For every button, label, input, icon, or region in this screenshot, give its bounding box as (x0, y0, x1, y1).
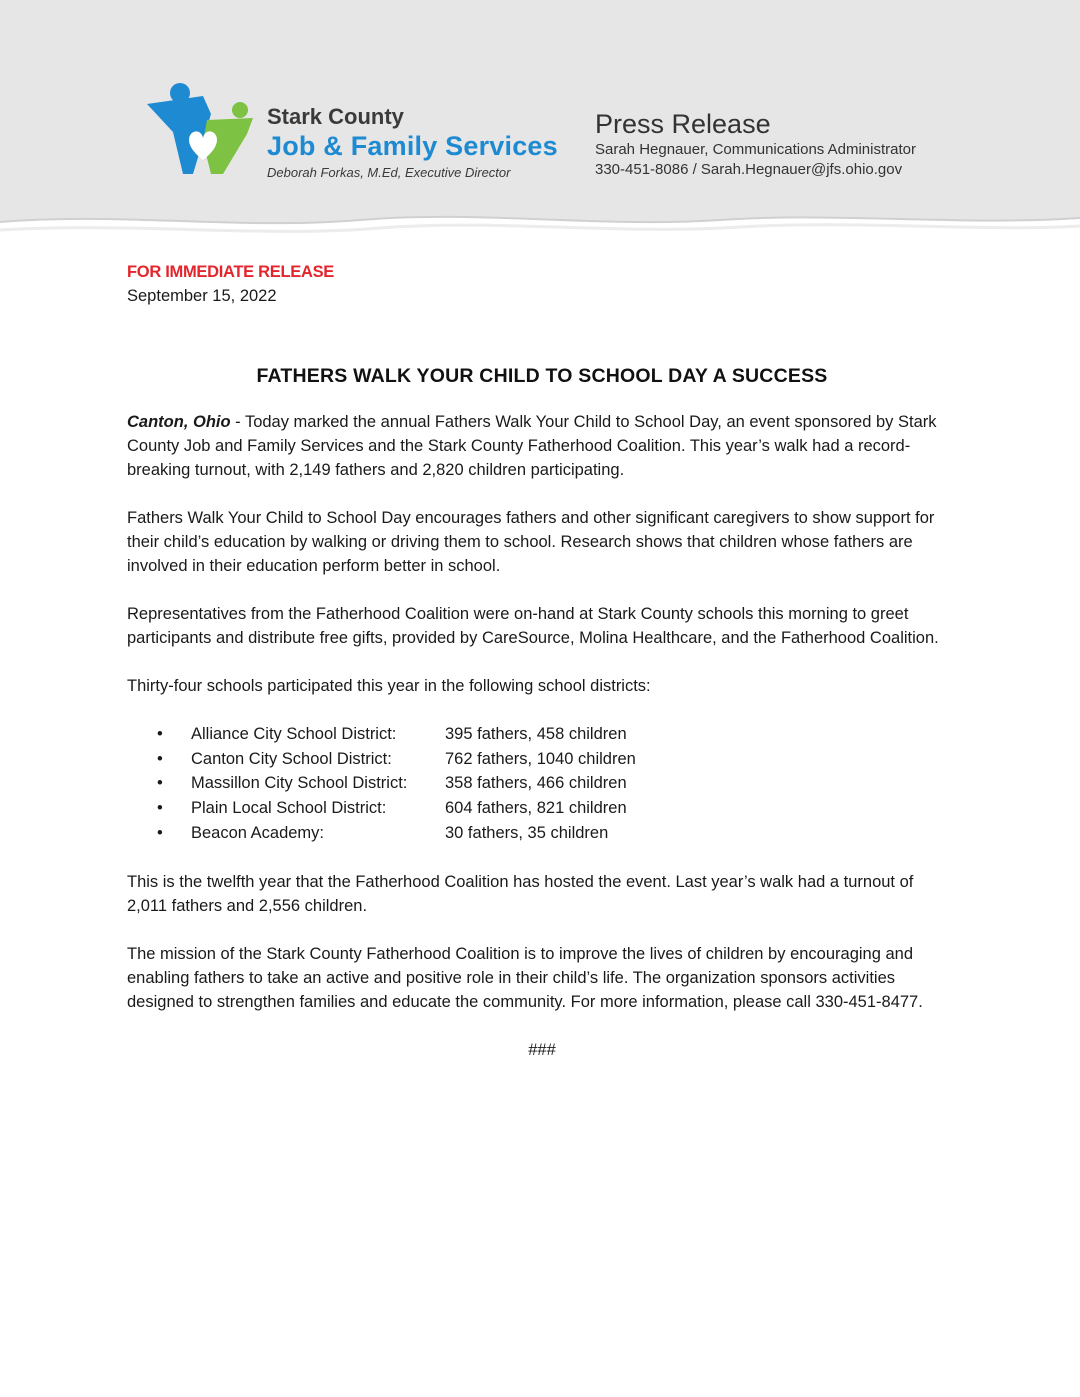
district-counts: 30 fathers, 35 children (445, 823, 609, 842)
paragraph-history: This is the twelfth year that the Fatherhood Coalition has hosted the event. Last year’s walk had a turnout of 2,011 fathers and 2,556 children. (127, 872, 914, 915)
contact-name: Sarah Hegnauer, Communications Administrator (595, 141, 916, 158)
paragraph-intro-text: - Today marked the annual Fathers Walk Your Child to School Day, an event sponsored by Stark County Job and Family Services and the Stark County Fatherhood Coalition. This year’s walk had a record-breaking turnout, with 2,149 fathers and 2,820 children participating. (127, 413, 937, 479)
organization-brand (267, 104, 558, 183)
bullet: • (157, 774, 163, 793)
press-release-body (127, 260, 957, 1062)
list-item (127, 771, 957, 796)
release-date: September 15, 2022 (127, 287, 277, 305)
district-name: Alliance City School District: (191, 725, 397, 743)
bullet: • (157, 749, 163, 768)
paragraph-purpose: Fathers Walk Your Child to School Day encourages fathers and other significant caregivers to show support for their child’s education by walking or driving them to school. Research shows that children whose fathers are involved in their education perform better in school. (127, 509, 935, 575)
bullet: • (157, 823, 163, 842)
dateline: Canton, Ohio (127, 413, 231, 431)
paragraph-intro (127, 410, 957, 482)
family-figures-logo-icon (145, 82, 260, 177)
bullet: • (157, 725, 163, 743)
district-name: Massillon City School District: (191, 774, 408, 793)
end-mark: ### (528, 1040, 556, 1059)
bullet: • (157, 799, 163, 818)
list-item (127, 747, 957, 772)
executive-director: Deborah Forkas, M.Ed, Executive Director (267, 165, 511, 180)
paragraph-mission: The mission of the Stark County Fatherhood Coalition is to improve the lives of children by encouraging and enabling fathers to take an active and positive role in their child’s life. The organization sponsors activities designed to strengthen families and educate the community. For more information, please call 330-451-8477. (127, 944, 923, 1011)
press-contact-block (595, 108, 916, 180)
paragraph-schools: Thirty-four schools participated this year in the following school districts: (127, 677, 651, 695)
press-release-title: Press Release (595, 109, 771, 139)
org-name-line1: Stark County (267, 104, 404, 129)
org-name-line2: Job & Family Services (267, 131, 558, 161)
immediate-release-label: FOR IMMEDIATE RELEASE (127, 263, 334, 281)
district-name: Canton City School District: (191, 749, 392, 768)
district-counts: 395 fathers, 458 children (445, 725, 627, 743)
district-name: Plain Local School District: (191, 799, 387, 818)
paragraph-representatives: Representatives from the Fatherhood Coalition were on-hand at Stark County schools this morning to greet participants and distribute free gifts, provided by CareSource, Molina Healthcare, and the Fatherhood Coalition. (127, 605, 939, 647)
list-item (127, 821, 957, 846)
district-counts: 762 fathers, 1040 children (445, 749, 636, 768)
letterhead-wave-edge (0, 200, 1080, 245)
district-counts: 358 fathers, 466 children (445, 774, 627, 793)
headline: FATHERS WALK YOUR CHILD TO SCHOOL DAY A SUCCESS (256, 365, 828, 387)
list-item (127, 796, 957, 821)
district-list (127, 722, 957, 846)
district-name: Beacon Academy: (191, 823, 324, 842)
list-item (127, 722, 957, 747)
district-counts: 604 fathers, 821 children (445, 799, 627, 818)
contact-info: 330-451-8086 / Sarah.Hegnauer@jfs.ohio.gov (595, 161, 903, 178)
